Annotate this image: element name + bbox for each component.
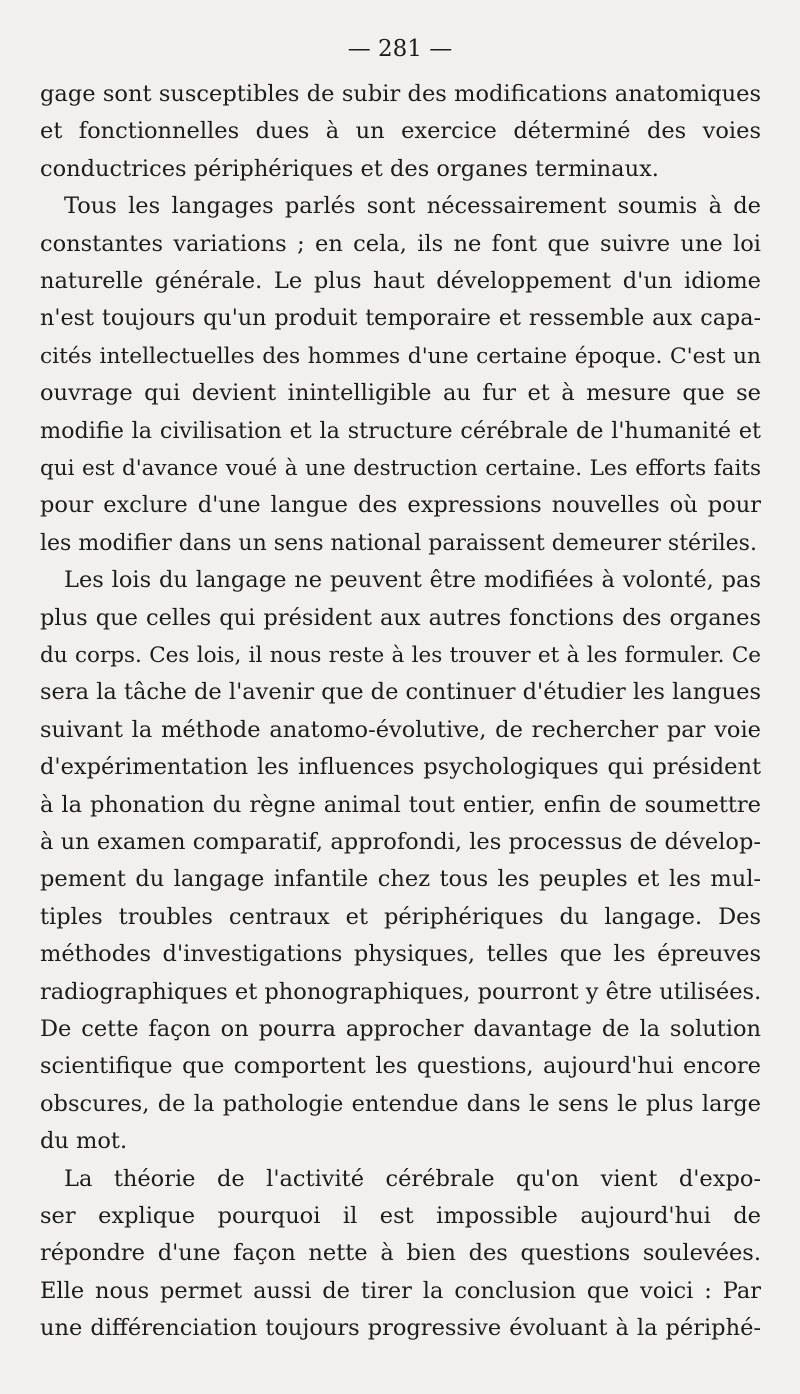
text-line: qui est d'avance voué à une destruction certaine. Les efforts faits <box>40 456 761 481</box>
text-line: n'est toujours qu'un produit temporaire et ressemble aux capa- <box>40 305 761 332</box>
text-line: tiples troubles centraux et périphériques du langage. Des <box>40 903 761 930</box>
text-line: plus que celles qui président aux autres fonctions des organes <box>40 604 761 631</box>
text-line: pour exclure d'une langue des expressions nouvelles où pour <box>40 492 761 519</box>
text-line: d'expérimentation les influences psychologiques qui président <box>40 754 761 781</box>
text-line: constantes variations ; en cela, ils ne font que suivre une loi <box>40 230 761 257</box>
text-line: Les lois du langage ne peuvent être modifiées à volonté, pas <box>64 567 761 594</box>
text-line: méthodes d'investigations physiques, telles que les épreuves <box>40 941 761 968</box>
page-number: — 281 — <box>347 36 453 62</box>
text-line: obscures, de la pathologie entendue dans le sens le plus large <box>40 1090 761 1117</box>
text-line: à la phonation du règne animal tout entier, enfin de soumettre <box>40 791 761 818</box>
text-line: les modifier dans un sens national paraissent demeurer stériles. <box>40 530 757 556</box>
text-line: gage sont susceptibles de subir des modifications anatomiques <box>40 81 761 107</box>
text-line: La théorie de l'activité cérébrale qu'on vient d'expo- <box>64 1165 761 1192</box>
text-line: une différenciation toujours progressive évoluant à la périphé- <box>40 1315 761 1342</box>
text-line: ser explique pourquoi il est impossible aujourd'hui de <box>40 1203 761 1229</box>
text-line: suivant la méthode anatomo-évolutive, de rechercher par voie <box>40 716 761 743</box>
text-line: cités intellectuelles des hommes d'une certaine époque. C'est un <box>40 343 761 369</box>
text-line: Elle nous permet aussi de tirer la conclusion que voici : Par <box>40 1277 761 1304</box>
text-line: naturelle générale. Le plus haut développement d'un idiome <box>40 268 761 294</box>
text-line: répondre d'une façon nette à bien des questions soulevées. <box>40 1240 761 1267</box>
text-line: Tous les langages parlés sont nécessairement soumis à de <box>64 193 761 220</box>
text-line: modifie la civilisation et la structure cérébrale de l'humanité et <box>40 417 761 444</box>
text-line: et fonctionnelles dues à un exercice déterminé des voies <box>40 118 761 145</box>
text-line: du corps. Ces lois, il nous reste à les trouver et à les formuler. Ce <box>40 643 761 668</box>
text-line: radiographiques et phonographiques, pourront y être utilisées. <box>40 978 761 1005</box>
text-line: pement du langage infantile chez tous les peuples et les mul- <box>40 866 761 893</box>
text-line: du mot. <box>40 1128 128 1155</box>
text-line: à un examen comparatif, approfondi, les processus de dévelop- <box>40 829 761 855</box>
text-line: scientifique que comportent les questions, aujourd'hui encore <box>40 1053 761 1080</box>
text-line: conductrices périphériques et des organes terminaux. <box>40 155 659 182</box>
text-line: De cette façon on pourra approcher davantage de la solution <box>40 1016 761 1042</box>
text-line: ouvrage qui devient inintelligible au fur et à mesure que se <box>40 380 761 407</box>
text-line: sera la tâche de l'avenir que de continuer d'étudier les langues <box>40 679 761 706</box>
